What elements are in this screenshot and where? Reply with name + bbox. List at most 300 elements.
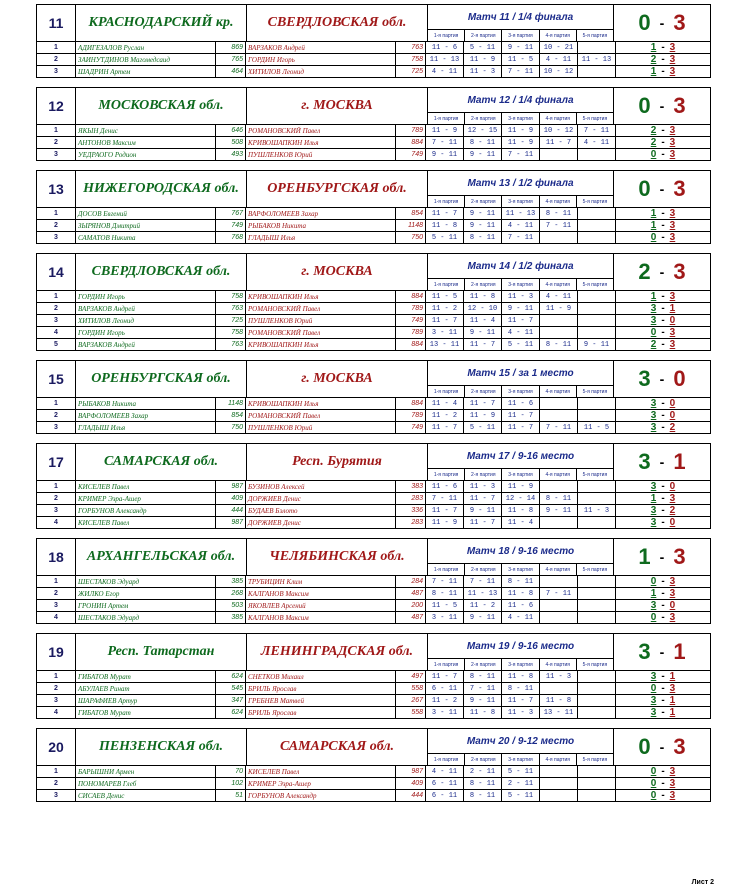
player2-name: КИСЕЛЕВ Павел — [246, 766, 396, 777]
set-header: 1-я партия — [428, 30, 465, 41]
set-score: 11 - 7 — [426, 671, 464, 682]
player2-rating: 284 — [396, 576, 426, 587]
game-score-dash: - — [661, 517, 665, 528]
game-score-1: 0 — [650, 576, 657, 587]
game-row — [37, 125, 710, 137]
set-score — [540, 149, 578, 160]
set-score: 11 - 4 — [426, 398, 464, 409]
set-header: 2-я партия — [465, 113, 502, 124]
game-row — [37, 576, 710, 588]
set-score: 9 - 11 — [502, 303, 540, 314]
game-score-2: 3 — [669, 291, 676, 302]
set-score: 11 - 3 — [540, 671, 578, 682]
game-score-1: 2 — [650, 54, 657, 65]
set-header: 4-я партия — [540, 386, 577, 397]
set-headers — [428, 468, 613, 480]
player1-rating: 51 — [216, 790, 246, 801]
set-headers — [428, 29, 613, 41]
game-index: 4 — [37, 327, 76, 338]
game-index: 2 — [37, 778, 76, 789]
game-row — [37, 707, 710, 718]
set-headers — [428, 563, 613, 575]
set-header: 2-я партия — [465, 659, 502, 670]
set-header: 1-я партия — [428, 196, 465, 207]
match-header — [37, 444, 710, 481]
game-row — [37, 339, 710, 350]
match-title: Матч 17 / 9-16 место — [466, 450, 575, 462]
player1-rating: 987 — [216, 481, 246, 492]
game-index: 4 — [37, 707, 76, 718]
match-number: 12 — [37, 88, 76, 124]
set-score: 6 - 11 — [426, 790, 464, 801]
set-header: 3-я партия — [502, 564, 539, 575]
match-block — [36, 253, 711, 351]
set-score: 11 - 8 — [502, 505, 540, 516]
game-score-dash: - — [661, 398, 665, 409]
player1-rating: 385 — [216, 576, 246, 587]
set-score: 11 - 8 — [540, 695, 578, 706]
game-score-dash: - — [661, 422, 665, 433]
player1-rating: 758 — [216, 327, 246, 338]
set-header: 4-я партия — [540, 564, 577, 575]
match-header — [37, 634, 710, 671]
team1-score: 0 — [638, 176, 651, 201]
set-score: 11 - 8 — [464, 707, 502, 718]
set-score: 10 - 21 — [540, 42, 578, 53]
team1-name: СВЕРДЛОВСКАЯ обл. — [76, 254, 247, 290]
set-header: 1-я партия — [428, 564, 465, 575]
match-score — [614, 539, 710, 575]
game-row — [37, 208, 710, 220]
set-headers — [428, 658, 613, 670]
match-number: 19 — [37, 634, 76, 670]
score-dash: - — [659, 454, 665, 470]
game-score-dash: - — [661, 220, 665, 231]
player1-name: ГОРБУНОВ Александр — [76, 505, 216, 516]
team2-name: ЧЕЛЯБИНСКАЯ обл. — [247, 539, 428, 575]
set-score — [578, 517, 616, 528]
player2-rating: 558 — [396, 683, 426, 694]
player2-name: ПУШЛЕНКОВ Юрий — [246, 149, 396, 160]
game-index: 1 — [37, 208, 76, 219]
game-row — [37, 481, 710, 493]
game-score — [616, 291, 710, 302]
set-score: 8 - 11 — [464, 778, 502, 789]
player1-name: ГИБАТОВ Мурат — [76, 707, 216, 718]
match-header — [37, 361, 710, 398]
match-info — [428, 729, 614, 765]
match-info — [428, 539, 614, 575]
player1-name: ШАРАФИЕВ Артур — [76, 695, 216, 706]
game-score-dash: - — [661, 505, 665, 516]
player2-name: КРИМЕР Эзра-Ашер — [246, 778, 396, 789]
set-headers — [428, 195, 613, 207]
game-score-dash: - — [661, 410, 665, 421]
game-score — [616, 208, 710, 219]
game-index: 1 — [37, 671, 76, 682]
game-score-dash: - — [661, 66, 665, 77]
set-score: 8 - 11 — [540, 339, 578, 350]
set-header: 3-я партия — [502, 386, 539, 397]
team2-score: 1 — [673, 639, 686, 664]
player1-name: БАРЫШНИ Армен — [76, 766, 216, 777]
game-score-dash: - — [661, 707, 665, 718]
game-score-dash: - — [661, 493, 665, 504]
game-score — [616, 517, 710, 528]
game-score-dash: - — [661, 54, 665, 65]
set-score — [578, 766, 616, 777]
match-block — [36, 170, 711, 244]
game-row — [37, 695, 710, 707]
set-score: 11 - 3 — [578, 505, 616, 516]
set-headers — [428, 112, 613, 124]
set-score: 11 - 7 — [464, 517, 502, 528]
set-score: 9 - 11 — [464, 220, 502, 231]
game-score-2: 0 — [669, 398, 676, 409]
game-score — [616, 671, 710, 682]
game-row — [37, 671, 710, 683]
player2-rating: 444 — [396, 790, 426, 801]
set-header: 5-я партия — [582, 756, 608, 763]
game-score-dash: - — [661, 315, 665, 326]
set-score: 4 - 11 — [502, 327, 540, 338]
player2-rating: 884 — [396, 137, 426, 148]
game-score-dash: - — [661, 588, 665, 599]
player1-rating: 758 — [216, 291, 246, 302]
game-score-2: 3 — [669, 66, 676, 77]
game-index: 2 — [37, 220, 76, 231]
set-score — [540, 481, 578, 492]
set-header: 5-я партия — [582, 388, 608, 395]
team1-name: АРХАНГЕЛЬСКАЯ обл. — [76, 539, 247, 575]
game-score-1: 3 — [650, 671, 657, 682]
player2-rating: 725 — [396, 66, 426, 77]
set-header: 2-я партия — [465, 469, 502, 480]
set-score: 4 - 11 — [578, 137, 616, 148]
player2-rating: 789 — [396, 327, 426, 338]
set-score: 11 - 7 — [464, 398, 502, 409]
set-score: 11 - 3 — [502, 707, 540, 718]
set-score — [578, 220, 616, 231]
set-header: 1-я партия — [428, 279, 465, 290]
player1-name: ВАРЗАКОВ Андрей — [76, 339, 216, 350]
player2-rating: 749 — [396, 149, 426, 160]
set-score: 11 - 4 — [464, 315, 502, 326]
set-header: 5-я партия — [582, 198, 608, 205]
game-index: 1 — [37, 291, 76, 302]
game-index: 3 — [37, 790, 76, 801]
game-score — [616, 576, 710, 587]
team2-score: 0 — [673, 366, 686, 391]
game-score-dash: - — [661, 125, 665, 136]
player1-rating: 767 — [216, 208, 246, 219]
set-score: 11 - 2 — [426, 303, 464, 314]
player1-rating: 385 — [216, 612, 246, 623]
player2-name: ГОРДИН Игорь — [246, 54, 396, 65]
player1-rating: 347 — [216, 695, 246, 706]
set-score: 7 - 11 — [426, 493, 464, 504]
player1-rating: 763 — [216, 339, 246, 350]
player1-name: ШЕСТАКОВ Эдуард — [76, 576, 216, 587]
set-score — [578, 778, 616, 789]
match-block — [36, 728, 711, 802]
game-score-2: 3 — [669, 588, 676, 599]
match-block — [36, 87, 711, 161]
player2-rating: 758 — [396, 54, 426, 65]
set-score — [540, 778, 578, 789]
player2-name: ГЛАДЫШ Илья — [246, 232, 396, 243]
match-header — [37, 171, 710, 208]
game-score-1: 3 — [650, 517, 657, 528]
game-index: 5 — [37, 339, 76, 350]
player2-name: ВАРЗАКОВ Андрей — [246, 42, 396, 53]
game-score — [616, 790, 710, 801]
set-headers — [428, 385, 613, 397]
set-score: 11 - 8 — [426, 220, 464, 231]
set-score: 9 - 11 — [464, 505, 502, 516]
set-score: 11 - 9 — [502, 137, 540, 148]
game-score-dash: - — [661, 576, 665, 587]
match-header — [37, 729, 710, 766]
game-score-1: 2 — [650, 137, 657, 148]
game-score-dash: - — [661, 778, 665, 789]
set-score: 11 - 7 — [540, 137, 578, 148]
set-header: 2-я партия — [465, 564, 502, 575]
game-score-2: 3 — [669, 137, 676, 148]
set-score — [540, 766, 578, 777]
player2-name: КРИВОШАПКИН Илья — [246, 291, 396, 302]
matches-sheet — [36, 4, 711, 811]
game-index: 3 — [37, 695, 76, 706]
set-score: 11 - 7 — [502, 315, 540, 326]
game-score-1: 3 — [650, 481, 657, 492]
set-score — [540, 600, 578, 611]
set-score — [540, 315, 578, 326]
game-index: 3 — [37, 315, 76, 326]
score-dash: - — [659, 371, 665, 387]
game-score-1: 0 — [650, 790, 657, 801]
set-score: 5 - 11 — [502, 339, 540, 350]
player2-rating: 558 — [396, 707, 426, 718]
player2-name: ВАРФОЛОМЕЕВ Захар — [246, 208, 396, 219]
set-score: 7 - 11 — [426, 576, 464, 587]
set-score: 11 - 9 — [502, 481, 540, 492]
game-score-dash: - — [661, 149, 665, 160]
score-dash: - — [659, 644, 665, 660]
set-score: 3 - 11 — [426, 327, 464, 338]
set-score — [540, 683, 578, 694]
set-score: 11 - 2 — [426, 695, 464, 706]
game-row — [37, 327, 710, 339]
set-score: 9 - 11 — [502, 42, 540, 53]
player1-name: ПОНОМАРЕВ Глеб — [76, 778, 216, 789]
game-score-1: 3 — [650, 315, 657, 326]
team2-name: г. МОСКВА — [247, 254, 428, 290]
set-score — [540, 232, 578, 243]
player2-name: ПУШЛЕНКОВ Юрий — [246, 422, 396, 433]
game-score-1: 1 — [650, 208, 657, 219]
match-score — [614, 5, 710, 41]
match-header — [37, 254, 710, 291]
game-score-1: 0 — [650, 327, 657, 338]
match-title: Матч 14 / 1/2 финала — [467, 260, 574, 272]
player1-rating: 102 — [216, 778, 246, 789]
game-score-1: 1 — [650, 220, 657, 231]
player2-name: КРИВОШАПКИН Илья — [246, 137, 396, 148]
player2-name: ЯКОВЛЕВ Арсений — [246, 600, 396, 611]
game-index: 1 — [37, 398, 76, 409]
player1-rating: 768 — [216, 232, 246, 243]
set-header: 4-я партия — [540, 279, 577, 290]
game-score-1: 2 — [650, 339, 657, 350]
game-score-2: 3 — [669, 766, 676, 777]
player2-name: ХИТИЛОВ Леонид — [246, 66, 396, 77]
team1-score: 0 — [638, 93, 651, 118]
game-score-2: 3 — [669, 220, 676, 231]
game-row — [37, 149, 710, 160]
set-score: 11 - 9 — [464, 54, 502, 65]
game-score-dash: - — [661, 481, 665, 492]
set-score: 11 - 7 — [502, 422, 540, 433]
player1-name: ЗЫРЯНОВ Дмитрий — [76, 220, 216, 231]
match-info — [428, 444, 614, 480]
set-score: 11 - 7 — [426, 315, 464, 326]
game-score-2: 3 — [669, 208, 676, 219]
set-score: 11 - 7 — [502, 695, 540, 706]
set-score: 11 - 7 — [464, 339, 502, 350]
set-header: 2-я партия — [465, 754, 502, 765]
player2-rating: 987 — [396, 766, 426, 777]
set-score: 12 - 15 — [464, 125, 502, 136]
player2-name: РОМАНОВСКИЙ Павел — [246, 125, 396, 136]
player2-name: ПУШЛЕНКОВ Юрий — [246, 315, 396, 326]
set-score: 8 - 11 — [426, 588, 464, 599]
player1-name: ДОСОВ Евгений — [76, 208, 216, 219]
player1-rating: 624 — [216, 707, 246, 718]
set-header: 5-я партия — [582, 281, 608, 288]
player2-name: РОМАНОВСКИЙ Павел — [246, 303, 396, 314]
player1-name: РЫБАКОВ Никита — [76, 398, 216, 409]
player1-name: ГОРДИН Игорь — [76, 291, 216, 302]
team1-name: ПЕНЗЕНСКАЯ обл. — [76, 729, 247, 765]
game-score — [616, 778, 710, 789]
player1-rating: 493 — [216, 149, 246, 160]
game-score — [616, 695, 710, 706]
set-score: 8 - 11 — [540, 493, 578, 504]
game-score-dash: - — [661, 208, 665, 219]
team1-score: 0 — [638, 734, 651, 759]
player1-rating: 624 — [216, 671, 246, 682]
set-score: 11 - 6 — [426, 481, 464, 492]
set-score: 5 - 11 — [502, 766, 540, 777]
game-row — [37, 42, 710, 54]
player2-name: КРИВОШАПКИН Илья — [246, 398, 396, 409]
set-score: 11 - 5 — [578, 422, 616, 433]
set-score: 11 - 6 — [502, 600, 540, 611]
player1-rating: 646 — [216, 125, 246, 136]
team2-name: г. МОСКВА — [247, 88, 428, 124]
set-score — [578, 327, 616, 338]
game-score — [616, 481, 710, 492]
game-index: 1 — [37, 42, 76, 53]
team1-score: 3 — [638, 366, 651, 391]
game-index: 2 — [37, 303, 76, 314]
player2-rating: 1148 — [396, 220, 426, 231]
set-score — [578, 588, 616, 599]
player2-rating: 487 — [396, 588, 426, 599]
game-index: 3 — [37, 422, 76, 433]
game-score — [616, 42, 710, 53]
game-row — [37, 54, 710, 66]
set-score: 8 - 11 — [464, 790, 502, 801]
set-score: 9 - 11 — [464, 208, 502, 219]
set-score: 8 - 11 — [464, 232, 502, 243]
set-score — [540, 327, 578, 338]
game-score-1: 0 — [650, 778, 657, 789]
game-score-1: 1 — [650, 588, 657, 599]
set-score: 8 - 11 — [502, 576, 540, 587]
set-score — [540, 576, 578, 587]
match-block — [36, 443, 711, 529]
match-block — [36, 538, 711, 624]
game-score-2: 3 — [669, 778, 676, 789]
set-score: 11 - 13 — [502, 208, 540, 219]
match-score — [614, 171, 710, 207]
player1-rating: 763 — [216, 303, 246, 314]
set-score: 3 - 11 — [426, 612, 464, 623]
game-score — [616, 125, 710, 136]
set-score: 3 - 11 — [426, 707, 464, 718]
game-score-1: 3 — [650, 422, 657, 433]
set-score: 11 - 7 — [426, 505, 464, 516]
game-score-2: 3 — [669, 612, 676, 623]
set-headers — [428, 278, 613, 290]
set-score: 13 - 11 — [426, 339, 464, 350]
game-score-2: 3 — [669, 576, 676, 587]
score-dash: - — [659, 98, 665, 114]
set-score: 11 - 4 — [502, 517, 540, 528]
set-score: 11 - 2 — [426, 410, 464, 421]
set-score: 5 - 11 — [464, 422, 502, 433]
team1-name: Респ. Татарстан — [76, 634, 247, 670]
set-score: 4 - 11 — [502, 220, 540, 231]
team1-name: ОРЕНБУРГСКАЯ обл. — [76, 361, 247, 397]
set-score: 7 - 11 — [540, 588, 578, 599]
set-score — [578, 576, 616, 587]
match-info — [428, 88, 614, 124]
game-index: 3 — [37, 505, 76, 516]
team1-score: 3 — [638, 639, 651, 664]
team2-score: 3 — [673, 10, 686, 35]
set-score: 11 - 7 — [502, 410, 540, 421]
set-score: 7 - 11 — [540, 422, 578, 433]
set-header: 1-я партия — [428, 386, 465, 397]
game-row — [37, 398, 710, 410]
game-score — [616, 600, 710, 611]
game-score-1: 1 — [650, 291, 657, 302]
set-score: 2 - 11 — [464, 766, 502, 777]
game-index: 3 — [37, 600, 76, 611]
match-info — [428, 171, 614, 207]
set-header: 2-я партия — [465, 30, 502, 41]
team2-name: САМАРСКАЯ обл. — [247, 729, 428, 765]
set-score: 11 - 5 — [502, 54, 540, 65]
game-row — [37, 517, 710, 528]
game-row — [37, 410, 710, 422]
game-index: 1 — [37, 766, 76, 777]
game-index: 2 — [37, 137, 76, 148]
set-score — [540, 790, 578, 801]
